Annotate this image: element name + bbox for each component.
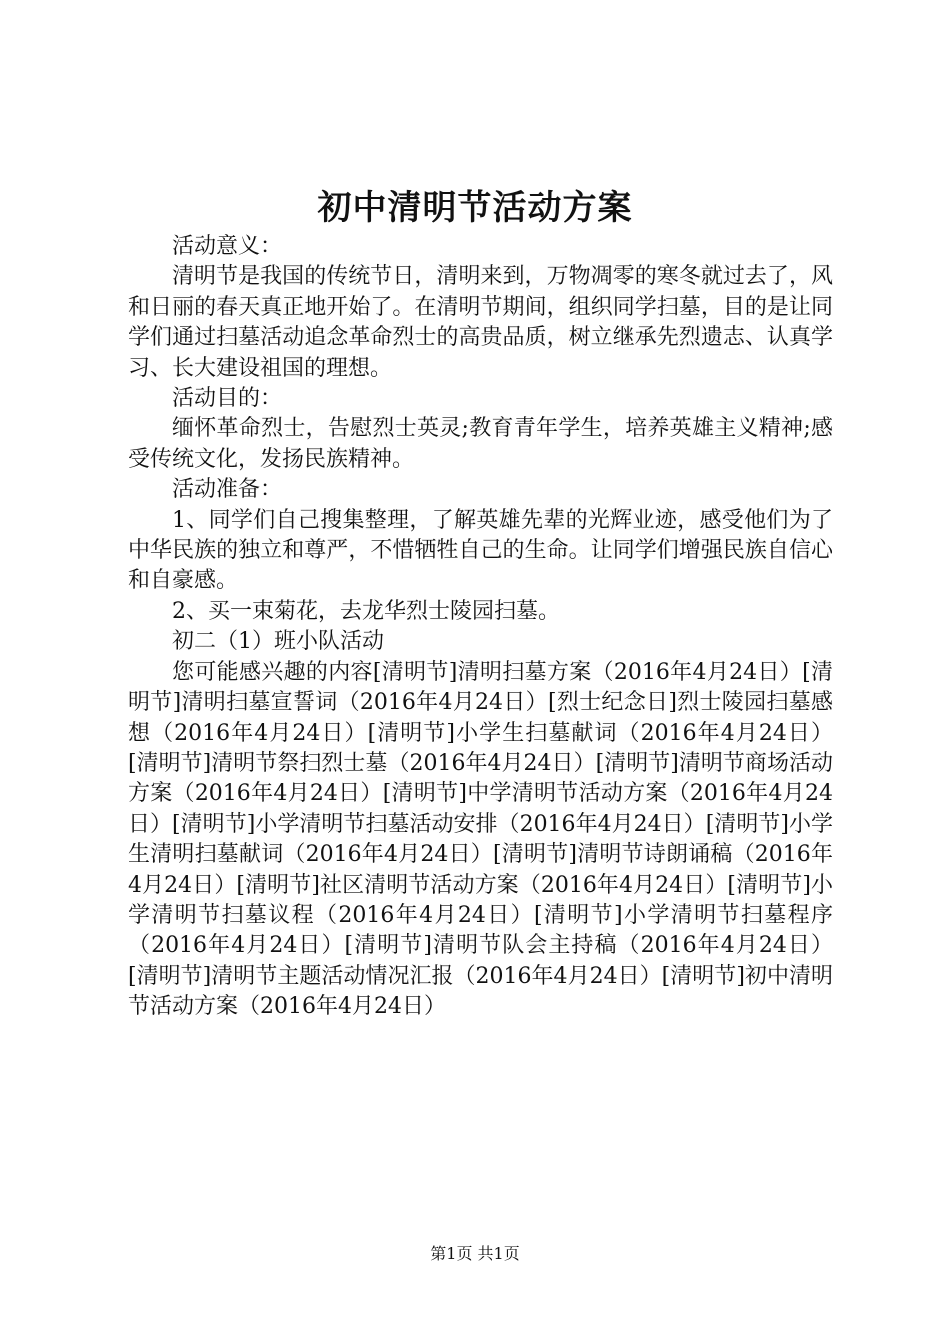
heading-purpose: 活动目的： <box>172 386 283 412</box>
paragraph-purpose: 缅怀革命烈士，告慰烈士英灵;教育青年学生，培养英雄主义精神;感受传统文化，发扬民族精神。 <box>128 416 833 472</box>
heading-significance: 活动意义： <box>172 234 283 259</box>
document-body <box>128 232 833 1023</box>
class-activity-line: 初二（1）班小队活动 <box>172 629 384 655</box>
heading-preparation: 活动准备： <box>172 477 283 503</box>
paragraph-preparation-2: 2、买一束菊花，去龙华烈士陵园扫墓。 <box>172 598 560 624</box>
related-content-paragraph: 您可能感兴趣的内容[清明节]清明扫墓方案（2016年4月24日）[清明节]清明扫墓宣誓词（2016年4月24日）[烈士纪念日]烈士陵园扫墓感想（2016年4月24日）[清明节]小学生扫墓献词（2016年4月24日）[清明节]清明节祭扫烈士墓（2016年4月24日）[清明节]清明节商场活动方案（2016年4月24日）[清明节]中学清明节活动方案（2016年4月24日）[清明节]小学清明节扫墓活动安排（2016年4月24日）[清明节]小学生清明扫墓献词（2016年4月24日）[清明节]清明节诗朗诵稿（2016年4月24日）[清明节]社区清明节活动方案（2016年4月24日）[清明节]小学清明节扫墓议程（2016年4月24日）[清明节]小学清明节扫墓程序（2016年4月24日）[清明节]清明节队会主持稿（2016年4月24日）[清明节]清明节主题活动情况汇报（2016年4月24日）[清明节]初中清明节活动方案（2016年4月24日） <box>128 659 833 1020</box>
page-footer: 第1页 共1页 <box>430 1244 520 1263</box>
paragraph-significance: 清明节是我国的传统节日，清明来到，万物凋零的寒冬就过去了，风和日丽的春天真正地开始了。在清明节期间，组织同学扫墓，目的是让同学们通过扫墓活动追念革命烈士的高贵品质，树立继承先烈遗志、认真学习、长大建设祖国的理想。 <box>128 264 833 381</box>
paragraph-preparation-1: 1、同学们自己搜集整理，了解英雄先辈的光辉业迹，感受他们为了中华民族的独立和尊严，不惜牺牲自己的生命。让同学们增强民族自信心和自豪感。 <box>128 507 833 594</box>
document-title: 初中清明节活动方案 <box>317 188 633 228</box>
